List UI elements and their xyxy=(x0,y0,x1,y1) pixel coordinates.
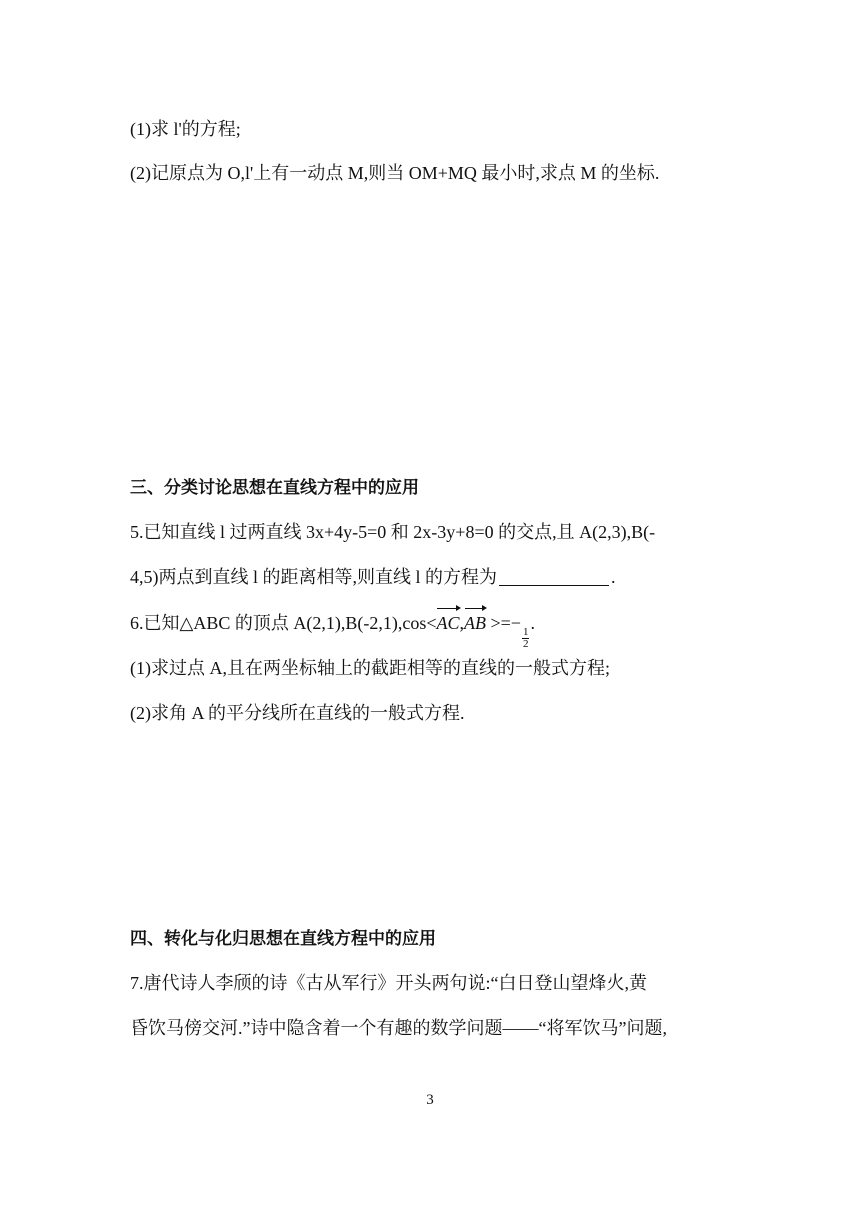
question-6-stem xyxy=(130,611,535,650)
vector-ac: AC xyxy=(436,613,460,633)
question-6-part-2: (2)求角 A 的平分线所在直线的一般式方程. xyxy=(130,703,465,723)
question-6-text: 6.已知△ABC 的顶点 A(2,1),B(-2,1),cos< xyxy=(130,613,437,633)
question-6-part-1: (1)求过点 A,且在两坐标轴上的截距相等的直线的一般式方程; xyxy=(130,658,610,678)
answer-blank xyxy=(499,567,609,586)
fraction-denominator: 2 xyxy=(522,638,529,650)
question-5-line-1: 5.已知直线 l 过两直线 3x+4y-5=0 和 2x-3y+8=0 的交点,且 A(2,3),B(- xyxy=(130,522,656,542)
equals-minus: >=− xyxy=(486,613,521,633)
question-5-text: 4,5)两点到直线 l 的距离相等,则直线 l 的方程为 xyxy=(130,567,497,587)
section-heading-3: 三、分类讨论思想在直线方程中的应用 xyxy=(130,478,419,498)
section-heading-4: 四、转化与化归思想在直线方程中的应用 xyxy=(130,929,436,949)
page-number: 3 xyxy=(426,1092,434,1108)
question-7-line-2: 昏饮马傍交河.”诗中隐含着一个有趣的数学问题——“将军饮马”问题, xyxy=(130,1018,667,1038)
vector-comma: , xyxy=(459,613,464,633)
fraction-numerator: 1 xyxy=(522,626,529,638)
vector-ab: AB xyxy=(464,613,486,633)
question-5-period: . xyxy=(611,567,616,587)
question-6-period: . xyxy=(530,613,535,633)
question-7-line-1: 7.唐代诗人李颀的诗《古从军行》开头两句说:“白日登山望烽火,黄 xyxy=(130,973,647,993)
fraction-one-half xyxy=(522,627,530,650)
question-4-part-2: (2)记原点为 O,l'上有一动点 M,则当 OM+MQ 最小时,求点 M 的坐标. xyxy=(130,163,660,183)
question-4-part-1: (1)求 l'的方程; xyxy=(130,119,241,139)
question-5-line-2 xyxy=(130,565,616,589)
